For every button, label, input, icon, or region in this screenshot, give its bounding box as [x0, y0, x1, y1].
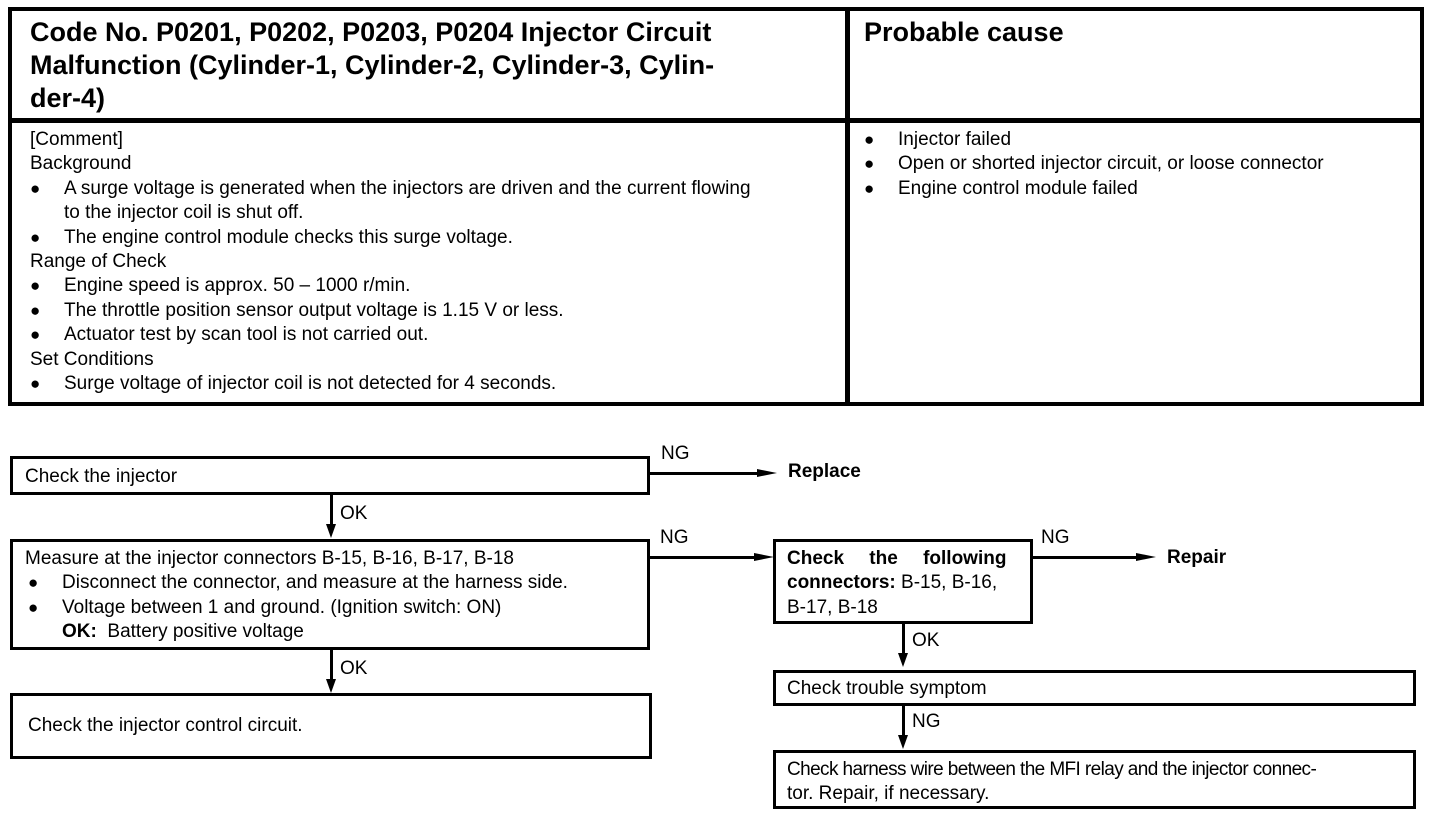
check-injector-text: Check the injector [25, 466, 178, 487]
bullet-item: ● Engine speed is approx. 50 – 1000 r/min. [30, 274, 840, 298]
connector-line [330, 495, 333, 525]
bullet-item: ● The throttle position sensor output voltage is 1.15 V or less. [30, 299, 840, 323]
bullet-item: ● Disconnect the connector, and measure at the harness side. [28, 571, 568, 595]
trouble-symptom-text: Check trouble symptom [787, 678, 987, 699]
harness-line-2: tor. Repair, if necessary. [787, 783, 990, 804]
code-title-line: Malfunction (Cylinder-1, Cylinder-2, Cylinder-3, Cylin- [30, 50, 715, 80]
cause-item: ● Injector failed [864, 128, 1409, 152]
comment-section [30, 128, 840, 396]
arrow-down-icon [898, 653, 908, 667]
cause-item: ● Engine control module failed [864, 177, 1409, 201]
bullet-item: ● A surge voltage is generated when the injectors are driven and the current flowing to the injector coil is shut off. [30, 177, 751, 224]
arrow-right-icon [1136, 553, 1156, 561]
range-heading: Range of Check [30, 251, 167, 273]
measure-title: Measure at the injector connectors B-15, B-16, B-17, B-18 [25, 548, 514, 569]
check-control-circuit-text: Check the injector control circuit. [28, 715, 303, 736]
bullet-icon: ● [28, 598, 39, 617]
ok-label: OK [340, 503, 368, 524]
replace-label: Replace [788, 461, 861, 482]
measure-box [10, 539, 650, 650]
arrow-right-icon [754, 553, 774, 561]
check-injector-box [10, 456, 650, 495]
ok-label: OK: [62, 621, 97, 642]
ng-label: NG [660, 527, 689, 548]
bullet-icon: ● [30, 300, 41, 320]
row-divider [8, 118, 1424, 123]
bullet-icon: ● [30, 276, 41, 296]
bullet-icon: ● [864, 178, 875, 198]
code-title-block [30, 16, 830, 115]
ok-label: OK [340, 658, 368, 679]
arrow-down-icon [326, 679, 336, 693]
measure-ok-line: OK: Battery positive voltage [62, 621, 304, 642]
bullet-item: ● Voltage between 1 and ground. (Ignition switch: ON) [28, 596, 501, 620]
connector-line [1033, 556, 1138, 559]
check-control-circuit-box [10, 693, 652, 759]
harness-line-1: Check harness wire between the MFI relay and the injector connec- [787, 759, 1317, 780]
bullet-item: ● Actuator test by scan tool is not carried out. [30, 323, 840, 347]
bullet-icon: ● [30, 325, 41, 345]
connector-line [330, 650, 333, 680]
bullet-icon: ● [30, 178, 41, 198]
bullet-icon: ● [864, 154, 875, 174]
arrow-right-icon [757, 469, 777, 477]
code-title-line: Code No. P0201, P0202, P0203, P0204 Injector Circuit [30, 17, 712, 47]
check-trouble-symptom-box [773, 670, 1416, 706]
repair-label: Repair [1167, 547, 1227, 568]
probable-cause-list [864, 128, 1409, 201]
arrow-down-icon [898, 735, 908, 749]
bullet-icon: ● [28, 573, 39, 592]
bullet-icon: ● [864, 130, 875, 149]
connector-line [650, 556, 755, 559]
ok-label: OK [912, 630, 940, 651]
connector-line [902, 706, 905, 736]
bullet-icon: ● [30, 227, 41, 247]
set-conditions-heading: Set Conditions [30, 348, 154, 370]
cause-item: ● Open or shorted injector circuit, or loose connector [864, 152, 1409, 176]
connector-line [902, 624, 905, 654]
ng-label: NG [1041, 527, 1070, 548]
bullet-item: ● Surge voltage of injector coil is not detected for 4 seconds. [30, 372, 840, 396]
connectors-text: Check the following connectors: B-15, B-16, B-17, B-18 [787, 548, 1007, 618]
bullet-icon: ● [30, 374, 41, 394]
ng-label: NG [912, 711, 941, 732]
arrow-down-icon [326, 524, 336, 538]
background-heading: Background [30, 153, 132, 175]
connector-line [650, 472, 760, 475]
probable-cause-title: Probable cause [864, 17, 1064, 47]
bullet-item: ● The engine control module checks this surge voltage. [30, 226, 840, 250]
column-divider [845, 7, 850, 406]
comment-tag: [Comment] [30, 129, 123, 150]
code-title-line: der-4) [30, 83, 106, 113]
check-connectors-box [773, 539, 1033, 624]
check-harness-box [773, 750, 1416, 809]
ng-label: NG [661, 443, 690, 464]
